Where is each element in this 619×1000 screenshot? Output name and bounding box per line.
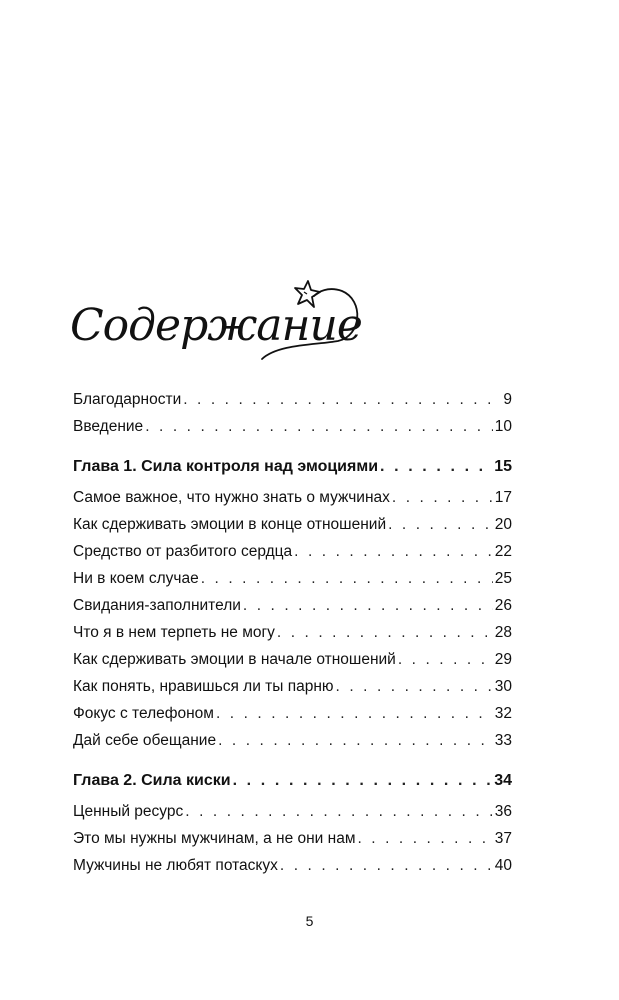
toc-entry-label: Самое важное, что нужно знать о мужчинах <box>73 489 390 506</box>
dot-leader <box>183 386 501 413</box>
toc-entry-label: Дай себе обещание <box>73 732 217 749</box>
toc-entry-page: 33 <box>494 732 512 749</box>
dot-leader <box>357 825 492 852</box>
toc-entry-label: Это мы нужны мужчинам, а не они нам <box>73 830 356 847</box>
toc-entry-label: Фокус с телефоном <box>73 705 214 722</box>
chapter-page: 34 <box>494 772 512 789</box>
dot-leader <box>380 453 492 480</box>
toc-entry-page: 20 <box>494 516 512 533</box>
dot-leader <box>398 646 493 673</box>
dot-leader <box>185 798 493 825</box>
dot-leader <box>233 767 493 794</box>
toc-entry-page: 26 <box>494 597 512 614</box>
toc-entry[interactable] <box>73 727 512 754</box>
toc-entry-page: 40 <box>494 857 512 874</box>
toc-entry[interactable] <box>73 413 512 440</box>
toc-entry[interactable] <box>73 484 512 511</box>
toc-entry-page: 32 <box>494 705 512 722</box>
toc-entry-label: Как сдерживать эмоции в конце отношений <box>73 516 387 533</box>
toc-entry-label: Средство от разбитого сердца <box>73 543 293 560</box>
toc-entry-label: Ценный ресурс <box>73 803 184 820</box>
toc-entry-page: 22 <box>494 543 512 560</box>
dot-leader <box>280 852 493 879</box>
dot-leader <box>392 484 493 511</box>
toc-entry-page: 9 <box>503 391 512 408</box>
toc-entry-page: 25 <box>494 570 512 587</box>
toc-entry-page: 36 <box>494 803 512 820</box>
toc-entry-label: Что я в нем терпеть не могу <box>73 624 275 641</box>
dot-leader <box>145 413 493 440</box>
table-of-contents <box>73 386 512 879</box>
toc-entry[interactable] <box>73 798 512 825</box>
page-title: Содержание <box>70 300 362 351</box>
toc-entry-label: Свидания-заполнители <box>73 597 241 614</box>
dot-leader <box>277 619 493 646</box>
chapter-page: 15 <box>494 458 512 475</box>
toc-entry[interactable] <box>73 673 512 700</box>
toc-entry-page: 10 <box>494 418 512 435</box>
dot-leader <box>216 700 493 727</box>
toc-entry-page: 29 <box>494 651 512 668</box>
toc-entry-page: 17 <box>494 489 512 506</box>
chapter-label: Глава 1. Сила контроля над эмоциями <box>73 458 379 475</box>
chapter-label: Глава 2. Сила киски <box>73 772 231 789</box>
dot-leader <box>336 673 493 700</box>
dot-leader <box>218 727 493 754</box>
toc-entry[interactable] <box>73 619 512 646</box>
dot-leader <box>388 511 493 538</box>
toc-entry[interactable] <box>73 592 512 619</box>
page-number: 5 <box>305 913 314 929</box>
toc-entry-label: Как сдерживать эмоции в начале отношений <box>73 651 396 668</box>
dot-leader <box>243 592 493 619</box>
dot-leader <box>294 538 493 565</box>
toc-entry[interactable] <box>73 538 512 565</box>
toc-entry[interactable] <box>73 852 512 879</box>
toc-title-block <box>66 278 386 388</box>
toc-chapter-heading[interactable] <box>73 767 512 794</box>
toc-entry[interactable] <box>73 386 512 413</box>
toc-entry-label: Мужчины не любят потаскух <box>73 857 278 874</box>
toc-entry[interactable] <box>73 646 512 673</box>
toc-entry-page: 37 <box>494 830 512 847</box>
toc-entry-label: Как понять, нравишься ли ты парню <box>73 678 334 695</box>
toc-chapter-heading[interactable] <box>73 453 512 480</box>
toc-entry[interactable] <box>73 700 512 727</box>
toc-entry-page: 28 <box>494 624 512 641</box>
toc-entry-label: Ни в коем случае <box>73 570 199 587</box>
toc-entry-label: Благодарности <box>73 391 182 408</box>
toc-entry[interactable] <box>73 511 512 538</box>
dot-leader <box>201 565 493 592</box>
toc-entry-page: 30 <box>494 678 512 695</box>
toc-entry[interactable] <box>73 825 512 852</box>
toc-entry-label: Введение <box>73 418 144 435</box>
toc-entry[interactable] <box>73 565 512 592</box>
